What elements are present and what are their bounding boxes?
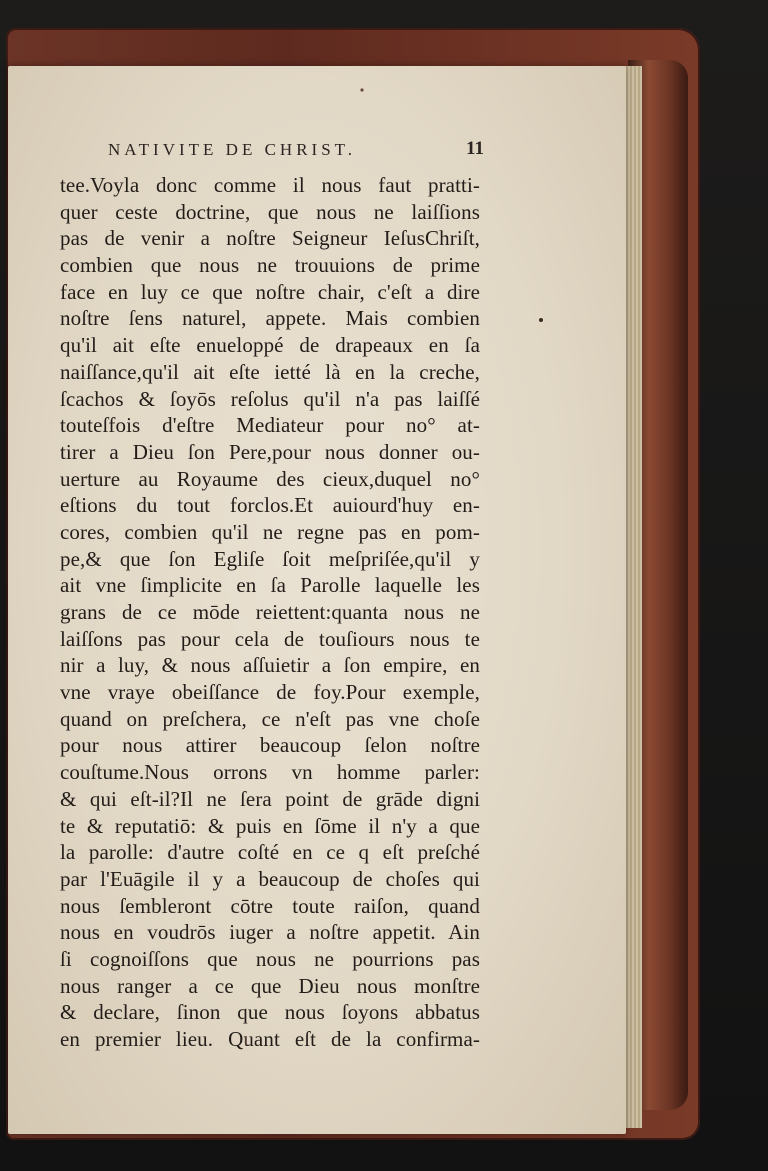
page-number: 11: [466, 138, 484, 159]
text-line: vne vraye obeiſſance de foy.Pour exemple,: [60, 680, 480, 705]
text-line: ſi cognoiſſons que nous ne pourrions pas: [60, 946, 480, 971]
text-line: nous en voudrōs iuger a noſtre appetit. Ain: [60, 920, 480, 945]
text-line: quer ceste doctrine, que nous ne laiſſions: [60, 199, 480, 224]
text-line: uerture au Royaume des cieux,duquel no°: [60, 466, 480, 491]
text-line: tirer a Dieu ſon Pere,pour nous donner ou-: [60, 439, 480, 464]
text-line: nous ranger a ce que Dieu nous monſtre: [60, 973, 480, 998]
text-line: cores, combien qu'il ne regne pas en pom-: [60, 519, 480, 544]
text-line: couſtume.Nous orrons vn homme parler:: [60, 760, 480, 785]
text-line: & qui eſt-il?Il ne ſera point de grāde digni: [60, 786, 480, 811]
text-line: la parolle: d'autre coſté en ce q eſt preſché: [60, 840, 480, 865]
text-line: pe,& que ſon Egliſe ſoit meſpriſée,qu'il y: [60, 546, 480, 571]
text-line: & declare, ſinon que nous ſoyons abbatus: [60, 1000, 480, 1025]
page-header: [100, 138, 490, 166]
text-line: combien que nous ne trouuions de prime: [60, 253, 480, 278]
text-line: face en luy ce que noſtre chair, c'eſt a dire: [60, 279, 480, 304]
text-line: pas de venir a noſtre Seigneur IeſusChriſt,: [60, 226, 480, 251]
text-line: touteſfois d'eſtre Mediateur pour no° at-: [60, 413, 480, 438]
text-line: eſtions du tout forclos.Et auiourd'huy en-: [60, 493, 480, 518]
text-line: nous ſembleront cōtre toute raiſon, quand: [60, 893, 480, 918]
text-line: tee.Voyla donc comme il nous faut pratti-: [60, 173, 480, 197]
text-line: par l'Euāgile il y a beaucoup de choſes qui: [60, 866, 480, 891]
text-line: noſtre ſens naturel, appete. Mais combien: [60, 306, 480, 331]
body-text: [60, 172, 480, 1053]
text-line: pour nous attirer beaucoup ſelon noſtre: [60, 733, 480, 758]
text-line: grans de ce mōde reiettent:quanta nous ne: [60, 600, 480, 624]
text-line: laiſſons pas pour cela de touſiours nous te: [60, 626, 480, 651]
text-line: quand on preſchera, ce n'eſt pas vne choſe: [60, 706, 480, 731]
text-line: ait vne ſimplicite en ſa Parolle laquelle les: [60, 573, 480, 598]
text-line: en premier lieu. Quant eſt de la confirma-: [60, 1027, 480, 1051]
text-line: te & reputatiō: & puis en ſōme il n'y a que: [60, 813, 480, 838]
text-line: naiſſance,qu'il ait eſte ietté là en la creche,: [60, 359, 480, 384]
text-line: ſcachos & ſoyōs reſolus qu'il n'a pas laiſſé: [60, 386, 480, 411]
running-head: NATIVITE DE CHRIST.: [108, 140, 357, 159]
text-line: nir a luy, & nous aſſuietir a ſon empire, en: [60, 653, 480, 678]
text-line: qu'il ait eſte enueloppé de drapeaux en ſa: [60, 333, 480, 358]
